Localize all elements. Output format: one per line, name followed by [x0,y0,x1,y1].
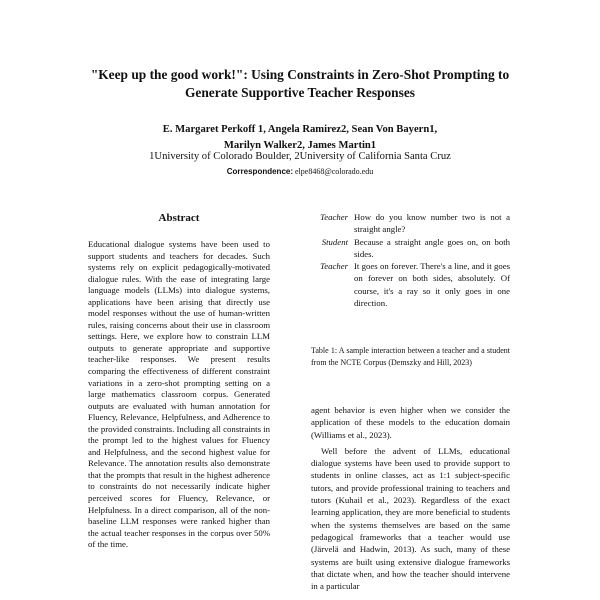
utterance: Because a straight angle goes on, on both sides. [354,236,510,259]
abstract-heading: Abstract [158,212,200,224]
speaker-label: Student [321,236,348,247]
utterance: How do you know number two is not a straight angle? [354,212,510,235]
speaker-label: Teacher [320,212,348,222]
authors-line-2: Marilyn Walker2, James Martin1 [223,140,377,151]
correspondence [60,166,540,177]
body-text [311,404,510,592]
body-paragraph-2: Well before the advent of LLMs, educational dialogue systems have been used to provide support to students in online classes, act as 1:1 subject-specific tutors, and provide professional training to teachers and tutors (Kuhail et al., 2023). Regardless of the exact learning application, they are more beneficial to students when the systems themselves are based on the same pedagogical frameworks that a teacher would use (Järvelä and Hadwin, 2013). As such, many of these systems are built using extensive dialogue frameworks that dictate when, and how the teacher should intervene in a particular [311,445,510,592]
correspondence-label: Correspondence: [226,167,293,176]
abstract-text: Educational dialogue systems have been used to support students and teachers for decades. Such systems rely on explicit pedagogically-motivated dialogue rules. With the ease of integrating large language models (LLMs) into dialogue systems, applications have been arising that directly use model responses without the use of human-written rules, raising concerns about their use in classroom settings. Here, we explore how to constrain LLM outputs to generate appropriate and supportive teacher-like responses. We present results comparing the effectiveness of different constraint variations in a zero-shot prompting setting on a large mathematics classroom corpus. Generated outputs are evaluated with human annotation for Fluency, Relevance, Helpfulness, and Adherence to the provided constraints. Including all constraints in the prompt led to the highest values for Fluency and Helpfulness, and the second highest value for Relevance. The annotation results also demonstrate that the prompts that result in the highest adherence to constraints do not necessarily indicate higher perceived scores for Fluency, Relevance, or Helpfulness. In a direct comparison, all of the non-baseline LLM responses were ranked higher than the actual teacher responses in the corpus over 50% of the time. [88,239,271,550]
speaker-label: Teacher [320,261,348,272]
dialogue-turn [311,211,510,236]
correspondence-email: elpe8468@colorado.edu [295,167,374,176]
affiliations: 1University of Colorado Boulder, 2University of California Santa Cruz [149,151,451,162]
authors-line-1: E. Margaret Perkoff 1, Angela Ramirez2, Sean Von Bayern1, [162,124,438,135]
title-line-1: "Keep up the good work!": Using Constraints in Zero-Shot Prompting to [90,67,510,82]
title-line-2: Generate Supportive Teacher Responses [185,85,415,100]
sample-dialogue-table [311,211,510,309]
table-caption: Table 1: A sample interaction between a teacher and a student from the NCTE Corpus (Demszky and Hill, 2023) [311,346,510,368]
utterance: It goes on forever. There's a line, and it goes on forever on both sides, absolutely. Of course, it's a ray so it only goes in one direction. [354,261,510,309]
dialogue-turn [311,236,510,261]
body-paragraph-1: agent behavior is even higher when we consider the application of these models to the education domain (Williams et al., 2023). [311,405,510,440]
dialogue-turn [311,260,510,309]
paper-title [40,66,560,102]
